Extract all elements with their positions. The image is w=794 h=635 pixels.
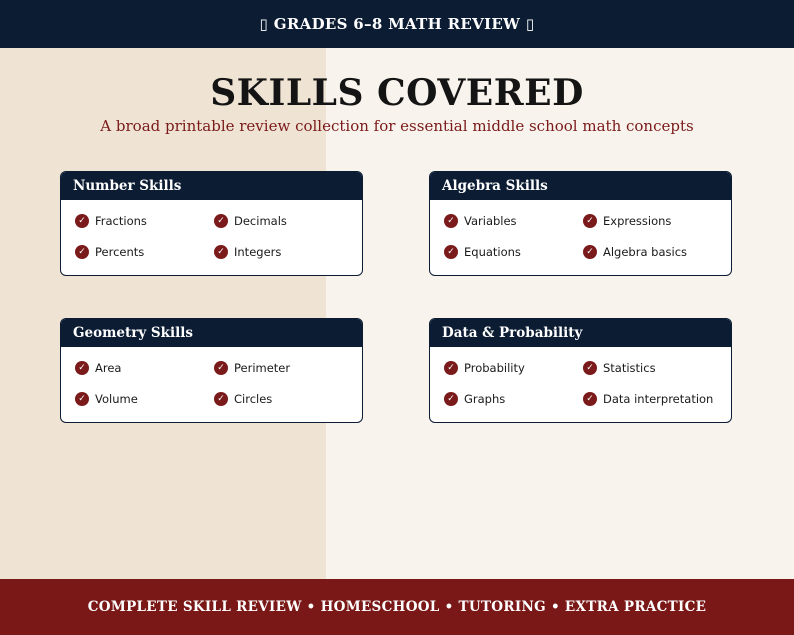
- missing-glyph-icon: ▯: [525, 15, 535, 33]
- check-circle-icon: ✓: [444, 392, 458, 406]
- skill-label: Expressions: [603, 214, 672, 228]
- skill-label: Integers: [234, 245, 282, 259]
- skill-label: Data interpretation: [603, 392, 714, 406]
- skill-label: Circles: [234, 392, 273, 406]
- check-circle-icon: ✓: [444, 245, 458, 259]
- check-circle-icon: ✓: [444, 361, 458, 375]
- skill-item: [583, 213, 732, 229]
- check-circle-icon: ✓: [75, 361, 89, 375]
- check-circle-icon: ✓: [583, 392, 597, 406]
- skill-item: [583, 244, 732, 260]
- bottom-banner: [0, 579, 794, 635]
- skill-label: Percents: [95, 245, 145, 259]
- card-number-skills: [60, 171, 363, 276]
- check-circle-icon: ✓: [214, 392, 228, 406]
- skill-item: [214, 213, 363, 229]
- skill-item: [444, 244, 583, 260]
- skill-label: Decimals: [234, 214, 287, 228]
- skill-label: Area: [95, 361, 122, 375]
- skill-item: [75, 360, 214, 376]
- skill-item: [444, 360, 583, 376]
- skill-item: [75, 391, 214, 407]
- card-title: Data & Probability: [430, 319, 731, 347]
- card-title: Algebra Skills: [430, 172, 731, 200]
- check-circle-icon: ✓: [583, 245, 597, 259]
- check-circle-icon: ✓: [214, 245, 228, 259]
- skill-item: [214, 244, 363, 260]
- check-circle-icon: ✓: [444, 214, 458, 228]
- skill-label: Statistics: [603, 361, 656, 375]
- skill-label: Fractions: [95, 214, 147, 228]
- check-circle-icon: ✓: [214, 214, 228, 228]
- card-title: Geometry Skills: [61, 319, 362, 347]
- card-title: Number Skills: [61, 172, 362, 200]
- skill-label: Algebra basics: [603, 245, 688, 259]
- skill-item: [214, 391, 363, 407]
- skill-label: Perimeter: [234, 361, 291, 375]
- skill-label: Volume: [95, 392, 138, 406]
- skill-item: [444, 213, 583, 229]
- skill-item: [444, 391, 583, 407]
- skill-label: Equations: [464, 245, 521, 259]
- skill-item: [75, 244, 214, 260]
- skill-label: Probability: [464, 361, 525, 375]
- skill-item: [214, 360, 363, 376]
- skill-item: [75, 213, 214, 229]
- card-geometry-skills: [60, 318, 363, 423]
- check-circle-icon: ✓: [75, 214, 89, 228]
- skill-item: [583, 360, 732, 376]
- check-circle-icon: ✓: [75, 392, 89, 406]
- card-algebra-skills: [429, 171, 732, 276]
- check-circle-icon: ✓: [583, 361, 597, 375]
- top-banner: [0, 0, 794, 48]
- card-data-probability: [429, 318, 732, 423]
- missing-glyph-icon: ▯: [259, 15, 269, 33]
- page-title: SKILLS COVERED: [210, 72, 584, 114]
- check-circle-icon: ✓: [583, 214, 597, 228]
- check-circle-icon: ✓: [75, 245, 89, 259]
- skill-label: Graphs: [464, 392, 506, 406]
- skill-label: Variables: [464, 214, 517, 228]
- banner-title: GRADES 6–8 MATH REVIEW: [273, 15, 521, 33]
- skill-item: [583, 391, 732, 407]
- check-circle-icon: ✓: [214, 361, 228, 375]
- footer-text: COMPLETE SKILL REVIEW • HOMESCHOOL • TUTORING • EXTRA PRACTICE: [87, 599, 707, 615]
- page-subtitle: A broad printable review collection for essential middle school math concepts: [100, 117, 694, 135]
